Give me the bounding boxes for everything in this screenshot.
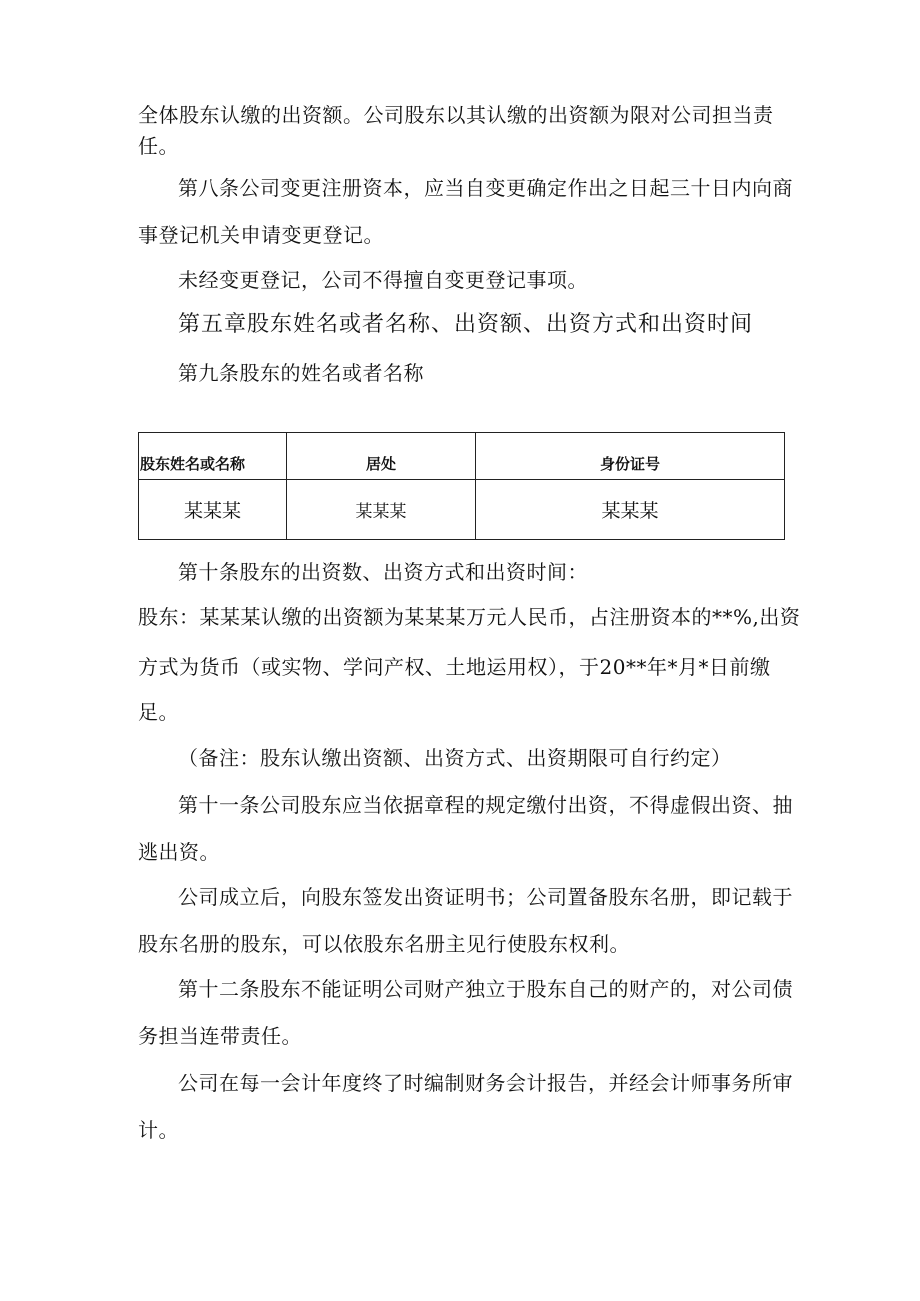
header-id-number: 身份证号: [476, 433, 785, 480]
text-line: 方式为货币（或实物、学问产权、土地运用权），于20**年*月*日前缴: [138, 655, 771, 679]
text-line: 公司在每一会计年度终了时编制财务会计报告，并经会计师事务所审: [178, 1071, 793, 1095]
text-line: 计。: [138, 1118, 179, 1142]
text-line: 第九条股东的姓名或者名称: [178, 361, 424, 385]
text-line: 全体股东认缴的出资额。公司股东以其认缴的出资额为限对公司担当责: [138, 103, 774, 127]
header-name: 股东姓名或名称: [139, 433, 287, 480]
cell-name: 某某某: [139, 480, 287, 540]
text-line: 第十条股东的出资数、出资方式和出资时间：: [178, 560, 588, 584]
text-line: 逃出资。: [138, 840, 220, 864]
text-line: 第十一条公司股东应当依据章程的规定缴付出资，不得虚假出资、抽: [178, 793, 793, 817]
shareholder-table: [138, 432, 785, 540]
text-line: 第八条公司变更注册资本，应当自变更确定作出之日起三十日内向商: [178, 176, 793, 200]
text-line: 足。: [138, 700, 179, 724]
text-line: 股东：某某某认缴的出资额为某某某万元人民币，占注册资本的**%,出资: [138, 605, 801, 629]
cell-id-number: 某某某: [476, 480, 785, 540]
text-line: 任。: [138, 134, 179, 158]
table-row: [139, 480, 785, 540]
text-line: 事登记机关申请变更登记。: [138, 223, 384, 247]
text-line: 股东名册的股东，可以依股东名册主见行使股东权利。: [138, 932, 630, 956]
table-header-row: [139, 433, 785, 480]
chapter-heading: 第五章股东姓名或者名称、出资额、出资方式和出资时间: [178, 312, 754, 337]
note-line: （备注：股东认缴出资额、出资方式、出资期限可自行约定）: [178, 746, 732, 770]
cell-residence: 某某某: [287, 480, 476, 540]
text-line: 务担当连带责任。: [138, 1024, 302, 1048]
text-line: 未经变更登记，公司不得擅自变更登记事项。: [178, 268, 588, 292]
text-line: 公司成立后，向股东签发出资证明书；公司置备股东名册，即记载于: [178, 885, 793, 909]
header-residence: 居处: [287, 433, 476, 480]
text-line: 第十二条股东不能证明公司财产独立于股东自己的财产的，对公司债: [178, 977, 793, 1001]
